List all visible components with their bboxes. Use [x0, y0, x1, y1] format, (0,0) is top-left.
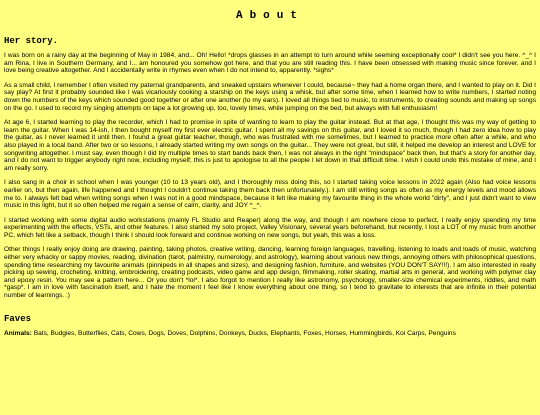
story-paragraph: As a small child, I remember I often visited my paternal grandparents, and sneaked upstairs whenever I could, because~ they had a home organ there, and I wanted to play on it. Did I say play? At first it probably sounded like I was vicariously cooking a starship on the keys using a whisk, but after some time, when I learned how to write numbers, I started noting down the numbers of the keys which sounded good together or after one another (to my ears). I loved all things tied to music, to instruments, to creating sounds and making up songs on the go. I used to record my singing attempts on tape a lot growing up, too, lovely times, while jumping on the bed, but always with full enthusiasm! [4, 81, 537, 112]
faves-animals-list: Bats, Budgies, Butterflies, Cats, Cows, Dogs, Doves, Dolphins, Donkeys, Ducks, Elephants, Foxes, Horses, Hummingbirds, Koi Carps, Penguins [33, 329, 456, 337]
story-paragraph: I also sang in a choir in school when I was younger (10 to 13 years old), and I thoroughly miss doing this, so I started taking voice lessons in 2022 again (Also had voice lessons earlier on, but then again, life happened and I thought I couldn't continue taking them back then unfortunately.). I am still writing songs as often as my energy levels and mood allows me to. I always felt bad when writing songs when I was not in a good mindspace, because it felt like making my favourite thing in the whole world "dirty", and I just didn't want to view music in this light, but it so often helped me regain a sense of calm, clarity, and JOY ^_^. [4, 179, 536, 210]
faves-heading: Faves [4, 313, 32, 324]
story-paragraph: Other things I really enjoy doing are drawing, painting, taking photos, creative writing, dancing, learning foreign languages, travelling, listening to loads and loads of music, watching either very whacky or sappy movies, reading, divination (tarot, palmistry, numerology, and astrology), learning about various new things, annoying others with philosophical questions, spending time researching my favourite animals (pinnipeds in all shapes and sizes), and designing fashion, furniture, and websites (YOU DON'T SAY!!!). I am also interested in really picking up sewing, crocheting, knitting, embroidering, creating podcasts, video game and app design, filmmaking, roller skating, martial arts in general, and working with polymer clay and epoxy resin. You may see a pattern here... Or you don't *lol*. I also forgot to mention I really like astronomy, psychology, smaller-size chemical experiments, riddles, and math *gasp*. I am in love with fascination itself, and I hate the moment I feel like I know everything about one thing, so I tend to gravitate to interests that are infinite in their potential number of learnings. :) [4, 246, 536, 300]
page [0, 10, 540, 337]
story-heading: Her story. [4, 36, 59, 46]
story-paragraph: I was born on a rainy day at the beginning of May in 1984, and... Oh! Hello! *drops glasses in an attempt to turn around while seeming exceptionally cool* I didn't see you here. ^_^ I am Rina, I live in Southern Germany, and I... am honoured you somehow got here, and that you are still reading this. I have been obsessed with making music since forever, and I love being creative altogether. And I accidentally write in rhymes even when I do not intend to, apparently. *sighs* [4, 52, 536, 75]
story-paragraph: At age 6, I started learning to play the recorder, which I had to promise in spite of wanting to learn to play the guitar instead. But at that age, I thought this was my way of getting to learn the guitar. When I was 14-ish, I then bought myself my first ever electric guitar. I spent all my savings on this guitar, and I loved it so much, though I had zero idea how to play the guitar, as I never learned it until then. I found a great guitar teacher, though, who was frustrated with me sometimes, but I learned to practice more often after a while, and who also played in a local band. After two or so lessons, I already started writing my own songs on the guitar... They were not great, but still, it helped me develop an interest and LOVE for songwriting altogether. I must say, even though I did try multiple times to start bands back then, I was not always in the right "mindspace" back then, but that's a story for another day, and I do not want to trigger anybody right now, including myself; this is just to apologise to all the people I let down in that difficult time. I wish I could undo this mistake of mine, and I am really sorry. [4, 119, 536, 172]
faves-animals-label: Animals: [4, 329, 32, 337]
faves-animals [4, 330, 536, 338]
page-title: About [235, 10, 304, 22]
story-paragraph: I started working with some digital audio workstations (mainly FL Studio and Reaper) along the way, and though I am nowhere close to perfect, I really enjoy spending my time experimenting with the effects, VSTs, and other features. I also started my solo project, Valley Visionary, several years beforehand, but recently, I lost a LOT of my music from another PC, which felt like a setback, though I think I should look forward and continue working on new songs, but yeah, this was a loss. [4, 216, 536, 239]
